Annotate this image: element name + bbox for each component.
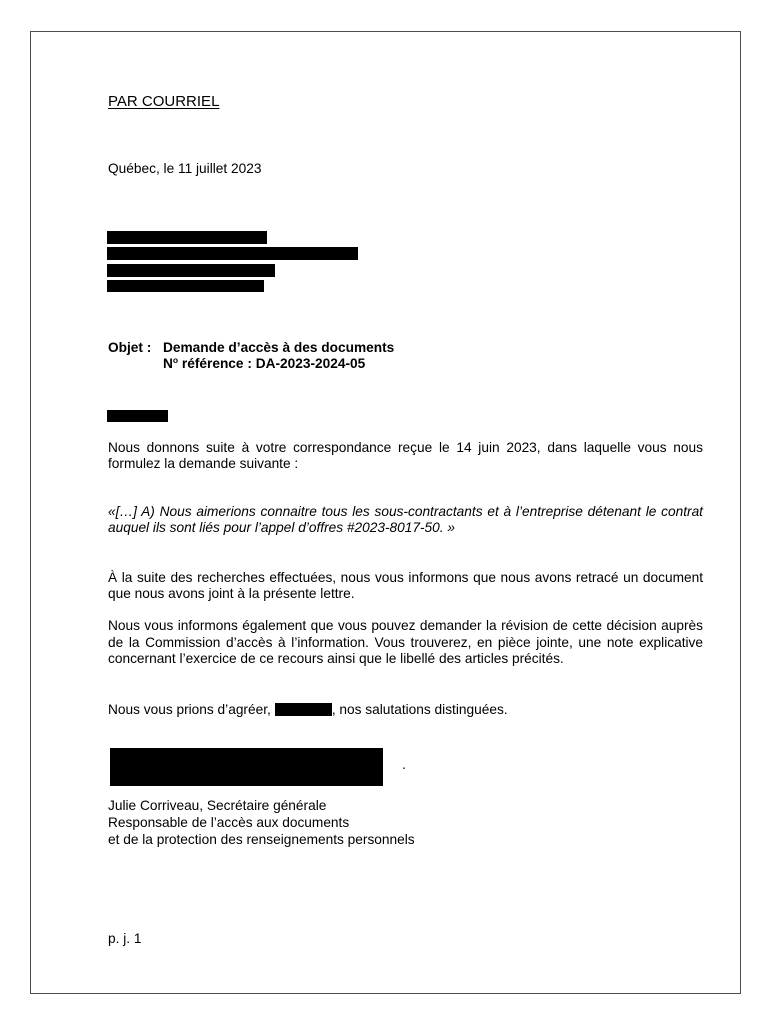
signature-redacted: [110, 748, 383, 786]
salutation-redacted: [107, 410, 168, 422]
delivery-mode-heading: PAR COURRIEL: [108, 93, 220, 110]
paragraph-line: de la Commission d’accès à l’information. Vous trouverez, en pièce jointe, une note explicative: [108, 634, 703, 650]
date-line: Québec, le 11 juillet 2023: [108, 161, 262, 176]
closing-line: [108, 702, 508, 718]
redaction-bar: [107, 231, 267, 244]
redaction-bar: [107, 247, 358, 260]
subject-label: Objet :: [108, 340, 152, 355]
request-quote: [108, 504, 703, 536]
signature-period: .: [402, 757, 406, 772]
signatory-role-line: Responsable de l’accès aux documents: [108, 815, 350, 830]
closing-text-start: Nous vous prions d’agréer,: [108, 702, 271, 717]
paragraph-line: que nous avons joint à la présente lettre.: [108, 586, 355, 601]
result-paragraph: [108, 570, 703, 602]
paragraph-line: À la suite des recherches effectuées, nous vous informons que nous avons retracé un document: [108, 570, 703, 585]
redaction-bar: [107, 264, 275, 277]
reference-value: référence : DA-2023-2024-05: [178, 356, 366, 371]
acknowledgement-paragraph: [108, 440, 703, 472]
signatory-role-line: et de la protection des renseignements personnels: [108, 832, 415, 847]
quote-line: «[…] A) Nous aimerions connaitre tous les sous-contractants et à l’entreprise détenant le contrat: [108, 504, 703, 519]
reference-prefix: N: [163, 356, 173, 371]
enclosure-note: p. j. 1: [108, 931, 142, 946]
reference-number: [163, 356, 394, 372]
signatory-name-title: Julie Corriveau, Secrétaire générale: [108, 798, 327, 813]
paragraph-line: concernant l’exercice de ce recours ainsi que le libellé des articles précités.: [108, 651, 564, 666]
quote-line: auquel ils sont liés pour l’appel d’offres #2023-8017-50. »: [108, 520, 455, 535]
subject-lines: [163, 340, 394, 372]
redaction-bar: [107, 280, 264, 292]
paragraph-line: formulez la demande suivante :: [108, 456, 299, 471]
paragraph-line: Nous donnons suite à votre correspondance reçue le 14 juin 2023, dans laquelle vous nous: [108, 440, 703, 455]
closing-redacted-title: [275, 703, 332, 716]
paragraph-line: Nous vous informons également que vous pouvez demander la révision de cette décision auprès: [108, 618, 703, 633]
review-rights-paragraph: [108, 618, 703, 668]
signatory-block: [108, 797, 415, 848]
subject-title: Demande d’accès à des documents: [163, 340, 395, 355]
closing-text-end: , nos salutations distinguées.: [331, 702, 508, 717]
subject-block: [108, 340, 703, 374]
reference-superscript: o: [172, 355, 179, 365]
